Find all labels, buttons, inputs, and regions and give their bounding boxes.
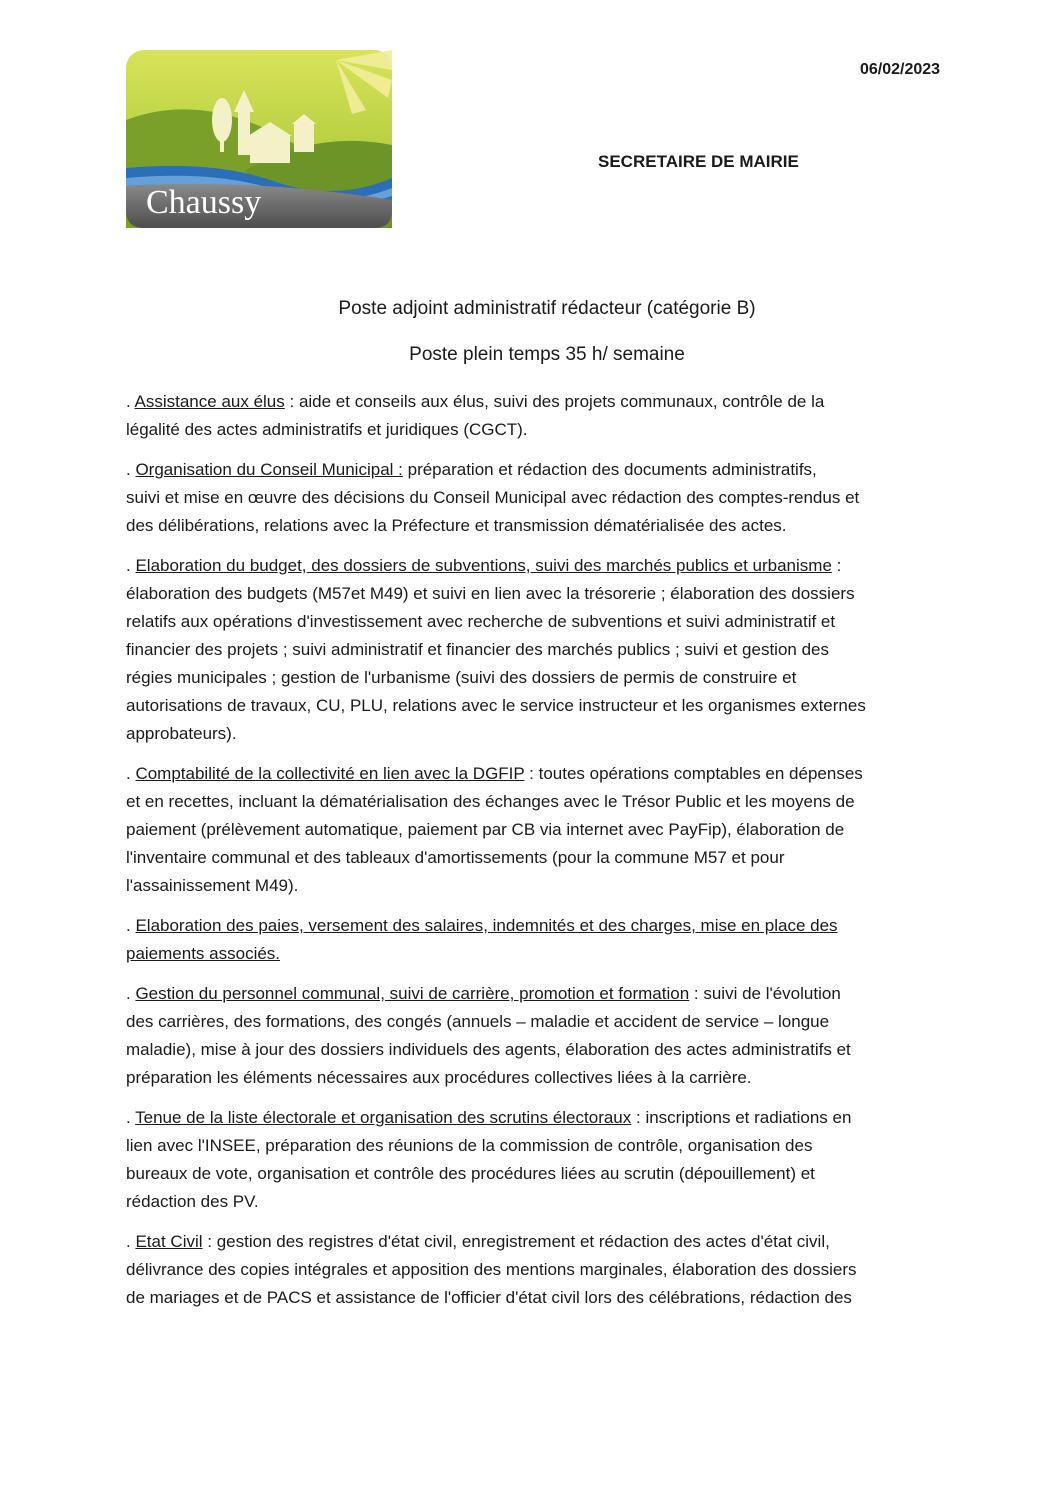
duty-line: maladie), mise à jour des dossiers individuels des agents, élaboration des actes administratifs et [126, 1040, 851, 1059]
duty-title: Comptabilité de la collectivité en lien avec la DGFIP [135, 764, 525, 783]
duty-line: financier des projets ; suivi administratif et financier des marchés publics ; suivi et gestion des [126, 640, 829, 659]
duty-line: paiement (prélèvement automatique, paiement par CB via internet avec PayFip), élaboration de [126, 820, 845, 839]
duty-line: rédaction des PV. [126, 1192, 259, 1211]
duty-line: l'inventaire communal et des tableaux d'amortissements (pour la commune M57 et pour [126, 848, 785, 867]
duty-line: régies municipales ; gestion de l'urbanisme (suivi des dossiers de permis de construire et [126, 668, 797, 687]
duty-first-line [126, 912, 971, 940]
duty-title: Organisation du Conseil Municipal : [135, 460, 403, 479]
duty-paragraph [126, 912, 971, 968]
duty-line: préparation les éléments nécessaires aux procédures collectives liées à la carrière. [126, 1068, 752, 1087]
duty-line: suivi de l'évolution [703, 984, 841, 1003]
duty-line: bureaux de vote, organisation et contrôle des procédures liées au scrutin (dépouillement) et [126, 1164, 815, 1183]
duty-line: toutes opérations comptables en dépenses [538, 764, 863, 783]
duty-paragraph [126, 760, 971, 900]
separator: : [284, 392, 299, 411]
duty-line: aide et conseils aux élus, suivi des projets communaux, contrôle de la [298, 392, 825, 411]
duty-first-line [126, 552, 971, 580]
duty-paragraph [126, 1228, 971, 1312]
duty-title: Tenue de la liste électorale et organisation des scrutins électoraux [135, 1108, 632, 1127]
chaussy-logo [126, 50, 392, 228]
duty-first-line [126, 388, 971, 416]
duty-line: préparation et rédaction des documents administratifs, [407, 460, 817, 479]
duties-list [126, 388, 971, 1324]
separator: : [631, 1108, 646, 1127]
duty-line: et en recettes, incluant la dématérialisation des échanges avec le Trésor Public et les moyens de [126, 792, 855, 811]
duty-line: des délibérations, relations avec la Préfecture et transmission dématérialisée des actes. [126, 516, 787, 535]
duty-paragraph [126, 1104, 971, 1216]
duty-line: de mariages et de PACS et assistance de l'officier d'état civil lors des célébrations, rédaction des [126, 1288, 852, 1307]
duty-paragraph [126, 980, 971, 1092]
bullet-prefix: . [126, 984, 136, 1003]
duty-first-line [126, 1228, 971, 1256]
duty-line: des carrières, des formations, des congés (annuels – maladie et accident de service – longue [126, 1012, 830, 1031]
duty-title: Elaboration du budget, des dossiers de subventions, suivi des marchés publics et urbanisme [135, 556, 832, 575]
bullet-prefix: . [126, 764, 136, 783]
separator: : [524, 764, 539, 783]
logo-text: Chaussy [146, 184, 262, 221]
duty-line: suivi et mise en œuvre des décisions du Conseil Municipal avec rédaction des comptes-rendus et [126, 488, 860, 507]
duty-paragraph [126, 388, 971, 444]
duty-title: Gestion du personnel communal, suivi de carrière, promotion et formation [135, 984, 690, 1003]
bullet-prefix: . [126, 916, 136, 935]
bullet-prefix: . [126, 556, 136, 575]
duty-line: inscriptions et radiations en [645, 1108, 852, 1127]
document-heading: SECRETAIRE DE MAIRIE [598, 152, 799, 171]
subtitle-hours: Poste plein temps 35 h/ semaine [409, 344, 685, 365]
separator: : [831, 556, 842, 575]
duty-line: lien avec l'INSEE, préparation des réunions de la commission de contrôle, organisation des [126, 1136, 813, 1155]
duty-paragraph [126, 456, 971, 540]
duty-line: élaboration des budgets (M57et M49) et suivi en lien avec la trésorerie ; élaboration des dossiers [126, 584, 855, 603]
duty-title: Etat Civil [135, 1232, 203, 1251]
bullet-prefix: . [126, 392, 135, 411]
duty-line: légalité des actes administratifs et juridiques (CGCT). [126, 420, 528, 439]
duty-title: Elaboration des paies, versement des salaires, indemnités et des charges, mise en place des [135, 916, 838, 935]
duty-line: l'assainissement M49). [126, 876, 299, 895]
duty-line: relatifs aux opérations d'investissement avec recherche de subventions et suivi administratif et [126, 612, 836, 631]
duty-line: délivrance des copies intégrales et apposition des mentions marginales, élaboration des dossiers [126, 1260, 857, 1279]
duty-first-line [126, 760, 971, 788]
duty-first-line [126, 980, 971, 1008]
bullet-prefix: . [126, 460, 136, 479]
bullet-prefix: . [126, 1108, 136, 1127]
separator: : [689, 984, 704, 1003]
bullet-prefix: . [126, 1232, 136, 1251]
document-date: 06/02/2023 [860, 61, 941, 78]
duty-title: Assistance aux élus [134, 392, 285, 411]
duty-line: approbateurs). [126, 724, 237, 743]
duty-paragraph [126, 552, 971, 748]
duty-line: autorisations de travaux, CU, PLU, relations avec le service instructeur et les organismes externes [126, 696, 866, 715]
separator: : [202, 1232, 217, 1251]
duty-line: gestion des registres d'état civil, enregistrement et rédaction des actes d'état civil, [216, 1232, 830, 1251]
duty-first-line [126, 456, 971, 484]
subtitle-post: Poste adjoint administratif rédacteur (catégorie B) [338, 298, 756, 319]
duty-line: paiements associés. [126, 944, 281, 963]
duty-first-line [126, 1104, 971, 1132]
